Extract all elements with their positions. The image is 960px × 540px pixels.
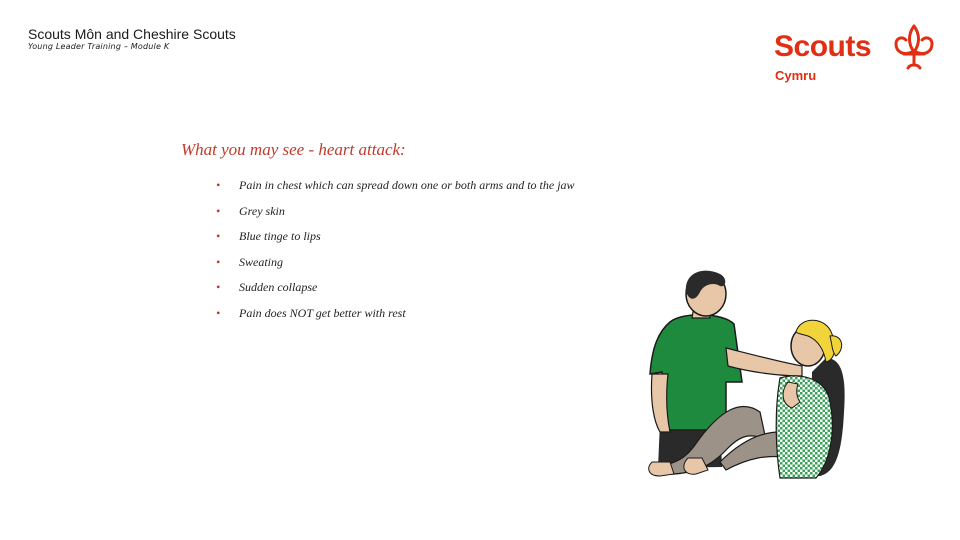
- bullet-icon: •: [216, 254, 221, 269]
- list-item-text: Sweating: [239, 254, 283, 269]
- logo-wordmark: Scouts: [774, 30, 872, 63]
- list-item-text: Pain in chest which can spread down one or both arms and to the jaw: [239, 178, 575, 192]
- header-subtitle: Young Leader Training – Module K: [28, 42, 170, 51]
- header-title: Scouts Môn and Cheshire Scouts: [28, 26, 236, 42]
- bullet-icon: •: [216, 178, 221, 192]
- bullet-icon: •: [216, 280, 221, 294]
- slide-heading: What you may see - heart attack:: [181, 140, 406, 159]
- bullet-icon: •: [216, 229, 221, 243]
- bullet-icon: •: [216, 305, 221, 320]
- scouts-logo: [770, 20, 940, 90]
- first-aid-illustration: [630, 262, 860, 492]
- list-item-text: Pain does NOT get better with rest: [239, 305, 406, 320]
- fleur-de-lis-icon: [890, 22, 938, 72]
- bullet-icon: •: [216, 203, 221, 218]
- logo-subtitle: Cymru: [775, 68, 817, 83]
- list-item-text: Grey skin: [239, 203, 285, 218]
- list-item-text: Sudden collapse: [239, 280, 318, 294]
- list-item-text: Blue tinge to lips: [239, 229, 321, 243]
